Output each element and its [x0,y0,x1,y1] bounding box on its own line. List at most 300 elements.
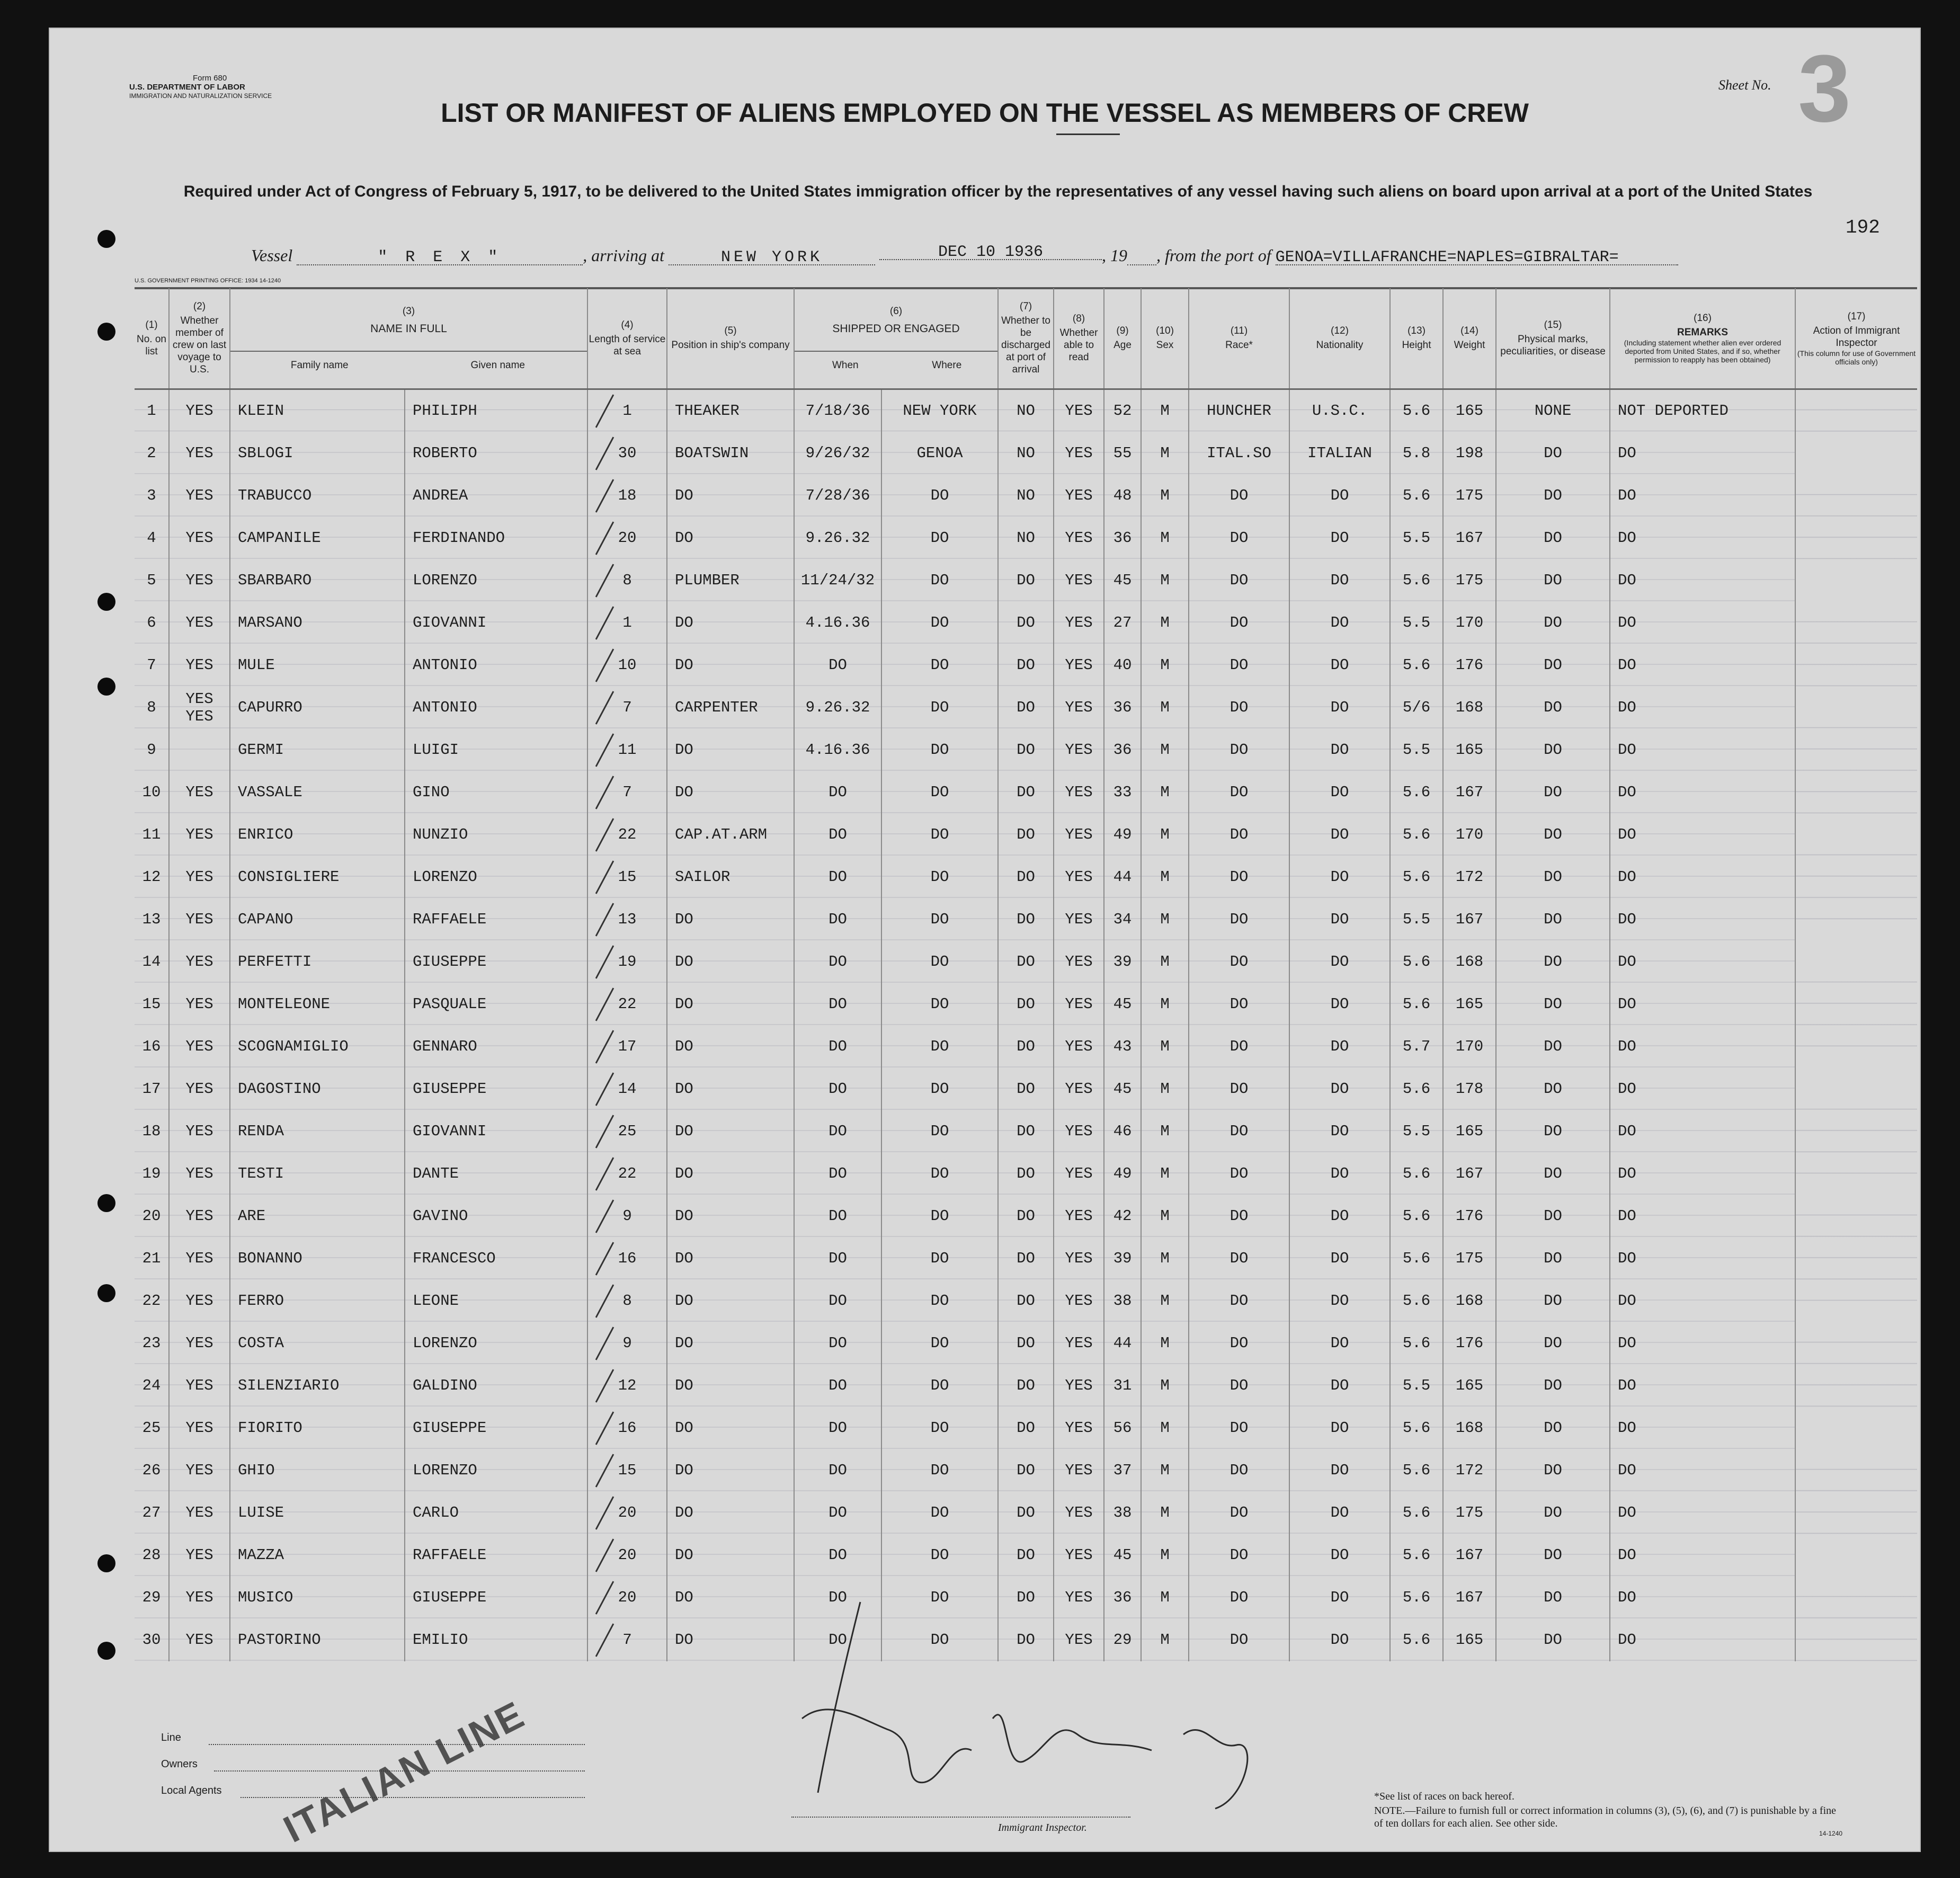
vessel-line [251,243,1678,266]
able-to-read-cell: YES [1054,771,1104,814]
height-cell: 5.6 [1390,475,1443,517]
inspector-action-cell [1795,389,1917,432]
weight-cell: 167 [1443,898,1496,941]
height-cell: 5.5 [1390,602,1443,644]
race-cell: DO [1189,1449,1289,1492]
owners-label: Owners [161,1758,198,1770]
remarks-cell: DO [1610,1026,1795,1068]
physical-marks-cell: DO [1496,771,1610,814]
length-service-cell: 20 [587,1577,667,1619]
shipped-when-cell: 7/28/36 [794,475,881,517]
able-to-read-cell: YES [1054,1238,1104,1280]
inspector-action-cell [1795,1407,1917,1449]
weight-cell: 165 [1443,1365,1496,1407]
position-cell: DO [667,1492,794,1534]
position-cell: CAP.AT.ARM [667,814,794,856]
shipped-where-cell: DO [881,559,998,602]
discharged-cell: NO [998,475,1054,517]
sex-cell: M [1141,1577,1189,1619]
position-cell: DO [667,1068,794,1110]
inspector-action-cell [1795,1492,1917,1534]
race-cell: DO [1189,1238,1289,1280]
inspector-action-cell [1795,517,1917,559]
family-name-cell: ARE [230,1195,405,1238]
shipped-where-cell: DO [881,1449,998,1492]
given-name-cell: GIOVANNI [405,602,587,644]
col-where: Where [932,359,962,371]
shipped-when-cell: DO [794,1195,881,1238]
age-cell: 34 [1104,898,1141,941]
weight-cell: 172 [1443,1449,1496,1492]
nationality-cell: DO [1289,517,1390,559]
physical-marks-cell: DO [1496,432,1610,475]
given-name-cell: EMILIO [405,1619,587,1661]
row-number-cell: 4 [135,517,169,559]
physical-marks-cell: DO [1496,1195,1610,1238]
shipped-when-cell: DO [794,1534,881,1577]
shipped-when-cell: 9.26.32 [794,687,881,729]
age-cell: 46 [1104,1110,1141,1153]
physical-marks-cell: DO [1496,517,1610,559]
length-service-cell: 7 [587,687,667,729]
remarks-cell: DO [1610,644,1795,687]
shipped-when-cell: 9.26.32 [794,517,881,559]
family-name-cell: VASSALE [230,771,405,814]
physical-marks-cell: DO [1496,983,1610,1026]
physical-marks-cell: DO [1496,898,1610,941]
age-cell: 33 [1104,771,1141,814]
remarks-cell: DO [1610,856,1795,898]
race-cell: DO [1189,1577,1289,1619]
position-cell: DO [667,1534,794,1577]
able-to-read-cell: YES [1054,517,1104,559]
family-name-cell: CAMPANILE [230,517,405,559]
discharged-cell: DO [998,898,1054,941]
remarks-cell: DO [1610,1619,1795,1661]
punch-hole [97,230,115,248]
sex-cell: M [1141,432,1189,475]
sex-cell: M [1141,389,1189,432]
inspector-line [791,1817,1130,1818]
height-cell: 5.5 [1390,1365,1443,1407]
position-cell: BOATSWIN [667,432,794,475]
remarks-cell: DO [1610,1110,1795,1153]
age-cell: 45 [1104,1534,1141,1577]
race-cell: DO [1189,898,1289,941]
row-number-cell: 10 [135,771,169,814]
crew-last-voyage-cell: YES [169,644,230,687]
row-number-cell: 12 [135,856,169,898]
position-cell: PLUMBER [667,559,794,602]
crew-last-voyage-cell: YES [169,1068,230,1110]
row-number-cell: 30 [135,1619,169,1661]
inspector-action-cell [1795,475,1917,517]
family-name-cell: PASTORINO [230,1619,405,1661]
row-number-cell: 15 [135,983,169,1026]
crew-last-voyage-cell: YES [169,1322,230,1365]
row-number-cell: 22 [135,1280,169,1322]
able-to-read-cell: YES [1054,1365,1104,1407]
race-cell: DO [1189,1110,1289,1153]
crew-last-voyage-cell: YES [169,475,230,517]
length-service-cell: 7 [587,771,667,814]
length-service-cell: 9 [587,1322,667,1365]
table-row [135,941,1917,983]
nationality-cell: DO [1289,1322,1390,1365]
nationality-cell: DO [1289,1619,1390,1661]
table-row [135,1449,1917,1492]
col-nationality: (12) Nationality [1289,288,1390,389]
nationality-cell: DO [1289,856,1390,898]
given-name-cell: RAFFAELE [405,1534,587,1577]
able-to-read-cell: YES [1054,1534,1104,1577]
length-service-cell: 22 [587,1153,667,1195]
shipped-where-cell: GENOA [881,432,998,475]
table-row [135,1365,1917,1407]
sex-cell: M [1141,983,1189,1026]
weight-cell: 165 [1443,389,1496,432]
physical-marks-cell: DO [1496,602,1610,644]
height-cell: 5.6 [1390,389,1443,432]
table-row [135,1195,1917,1238]
table-row [135,1238,1917,1280]
inspector-action-cell [1795,1026,1917,1068]
form-number: Form 680 [193,74,227,83]
service-name: IMMIGRATION AND NATURALIZATION SERVICE [129,92,272,100]
table-row [135,814,1917,856]
family-name-cell: MAZZA [230,1534,405,1577]
discharged-cell: DO [998,1322,1054,1365]
family-name-cell: CAPURRO [230,687,405,729]
race-cell: DO [1189,1153,1289,1195]
able-to-read-cell: YES [1054,1195,1104,1238]
weight-cell: 165 [1443,1110,1496,1153]
length-service-cell: 20 [587,1492,667,1534]
given-name-cell: CARLO [405,1492,587,1534]
discharged-cell: DO [998,1238,1054,1280]
shipped-when-cell: DO [794,856,881,898]
shipped-when-cell: 9/26/32 [794,432,881,475]
position-cell: DO [667,1026,794,1068]
crew-last-voyage-cell: YES [169,1407,230,1449]
age-cell: 38 [1104,1280,1141,1322]
height-cell: 5.6 [1390,1153,1443,1195]
shipped-when-cell: DO [794,814,881,856]
check-mark-icon [595,860,614,894]
shipped-when-cell: DO [794,1407,881,1449]
length-service-cell: 14 [587,1068,667,1110]
discharged-cell: DO [998,1449,1054,1492]
physical-marks-cell: DO [1496,941,1610,983]
physical-marks-cell: DO [1496,1619,1610,1661]
punch-hole [97,1642,115,1660]
check-mark-icon [595,691,614,724]
family-name-cell: MARSANO [230,602,405,644]
weight-cell: 170 [1443,1026,1496,1068]
shipped-where-cell: DO [881,1534,998,1577]
check-mark-icon [595,1199,614,1233]
table-row [135,602,1917,644]
physical-marks-cell: DO [1496,814,1610,856]
given-name-cell: LORENZO [405,1322,587,1365]
crew-last-voyage-cell: YES [169,898,230,941]
position-cell: DO [667,1153,794,1195]
row-number-cell: 18 [135,1110,169,1153]
check-mark-icon [595,1030,614,1063]
shipped-where-cell: DO [881,898,998,941]
height-cell: 5.5 [1390,729,1443,771]
discharged-cell: DO [998,1492,1054,1534]
physical-marks-cell: DO [1496,1534,1610,1577]
nationality-cell: DO [1289,475,1390,517]
shipped-where-cell: DO [881,1026,998,1068]
weight-cell: 167 [1443,1577,1496,1619]
position-cell: SAILOR [667,856,794,898]
position-cell: DO [667,1577,794,1619]
length-service-cell: 22 [587,814,667,856]
shipped-when-cell: DO [794,941,881,983]
given-name-cell: GIOVANNI [405,1110,587,1153]
race-cell: DO [1189,983,1289,1026]
weight-cell: 165 [1443,983,1496,1026]
col-age: (9) Age [1104,288,1141,389]
length-service-cell: 8 [587,559,667,602]
shipped-when-cell: 4.16.36 [794,729,881,771]
family-name-cell: BONANNO [230,1238,405,1280]
family-name-cell: RENDA [230,1110,405,1153]
discharged-cell: DO [998,1153,1054,1195]
col-name: (3) NAME IN FULL Family name Given name [230,288,587,389]
sex-cell: M [1141,1280,1189,1322]
nationality-cell: DO [1289,898,1390,941]
weight-cell: 167 [1443,517,1496,559]
position-cell: DO [667,1365,794,1407]
able-to-read-cell: YES [1054,898,1104,941]
shipped-when-cell: DO [794,1153,881,1195]
shipped-when-cell: DO [794,983,881,1026]
discharged-cell: DO [998,1577,1054,1619]
weight-cell: 165 [1443,729,1496,771]
remarks-cell: DO [1610,941,1795,983]
family-name-cell: SBLOGI [230,432,405,475]
shipped-where-cell: DO [881,517,998,559]
inspector-action-cell [1795,898,1917,941]
punch-hole [97,323,115,341]
shipped-when-cell: DO [794,644,881,687]
punch-hole [97,1554,115,1572]
check-mark-icon [595,1581,614,1614]
position-cell: DO [667,517,794,559]
remarks-cell: DO [1610,559,1795,602]
able-to-read-cell: YES [1054,687,1104,729]
height-cell: 5.6 [1390,856,1443,898]
check-mark-icon [595,648,614,682]
sex-cell: M [1141,1238,1189,1280]
given-name-cell: NUNZIO [405,814,587,856]
able-to-read-cell: YES [1054,1110,1104,1153]
col-remarks: (16) REMARKS (Including statement whether alien ever ordered deported from United States, and if so, whether permission to reapply has been obtained) [1610,288,1795,389]
remarks-cell: DO [1610,432,1795,475]
weight-cell: 172 [1443,856,1496,898]
table-row [135,771,1917,814]
sex-cell: M [1141,1365,1189,1407]
age-cell: 37 [1104,1449,1141,1492]
family-name-cell: TESTI [230,1153,405,1195]
inspector-action-cell [1795,856,1917,898]
check-mark-icon [595,1623,614,1657]
table-row [135,517,1917,559]
row-number-cell: 19 [135,1153,169,1195]
crew-manifest-table [135,288,1917,1661]
remarks-cell: DO [1610,1577,1795,1619]
discharged-cell: DO [998,559,1054,602]
height-cell: 5.6 [1390,983,1443,1026]
row-number-cell: 1 [135,389,169,432]
height-cell: 5.5 [1390,898,1443,941]
weight-cell: 168 [1443,1280,1496,1322]
title-rule [1056,133,1120,135]
year-label: , 19 [1101,246,1127,265]
height-cell: 5.6 [1390,1492,1443,1534]
family-name-cell: SBARBARO [230,559,405,602]
punch-hole [97,593,115,611]
sex-cell: M [1141,1110,1189,1153]
shipped-where-cell: DO [881,941,998,983]
crew-last-voyage-cell: YES [169,1365,230,1407]
remarks-cell: DO [1610,1238,1795,1280]
table-row [135,1407,1917,1449]
sex-cell: M [1141,856,1189,898]
age-cell: 36 [1104,517,1141,559]
weight-cell: 165 [1443,1619,1496,1661]
given-name-cell: GIUSEPPE [405,941,587,983]
remarks-cell: DO [1610,1534,1795,1577]
crew-last-voyage-cell: YES [169,432,230,475]
physical-marks-cell: DO [1496,687,1610,729]
age-cell: 43 [1104,1026,1141,1068]
sex-cell: M [1141,1492,1189,1534]
shipped-where-cell: DO [881,1238,998,1280]
sex-cell: M [1141,644,1189,687]
line-label: Line [161,1732,181,1743]
col-discharged: (7) Whether to be discharged at port of arrival [998,288,1054,389]
length-service-cell: 19 [587,941,667,983]
shipped-when-cell: DO [794,1110,881,1153]
height-cell: 5.6 [1390,1068,1443,1110]
table-row [135,475,1917,517]
height-cell: 5.5 [1390,517,1443,559]
table-row [135,1153,1917,1195]
shipped-when-cell: DO [794,1068,881,1110]
given-name-cell: DANTE [405,1153,587,1195]
sex-cell: M [1141,1195,1189,1238]
nationality-cell: ITALIAN [1289,432,1390,475]
family-name-cell: PERFETTI [230,941,405,983]
position-cell: DO [667,941,794,983]
check-mark-icon [595,733,614,767]
height-cell: 5.6 [1390,644,1443,687]
inspector-action-cell [1795,1365,1917,1407]
physical-marks-cell: DO [1496,1365,1610,1407]
remarks-cell: DO [1610,602,1795,644]
inspector-action-cell [1795,1449,1917,1492]
nationality-cell: U.S.C. [1289,389,1390,432]
physical-marks-cell: DO [1496,1068,1610,1110]
nationality-cell: DO [1289,771,1390,814]
age-cell: 55 [1104,432,1141,475]
shipped-when-cell: DO [794,1619,881,1661]
physical-marks-cell: DO [1496,1449,1610,1492]
race-cell: DO [1189,475,1289,517]
race-cell: DO [1189,1026,1289,1068]
weight-cell: 175 [1443,1492,1496,1534]
weight-cell: 167 [1443,1153,1496,1195]
check-mark-icon [595,1538,614,1572]
height-cell: 5.6 [1390,1619,1443,1661]
able-to-read-cell: YES [1054,1026,1104,1068]
position-cell: DO [667,475,794,517]
discharged-cell: DO [998,814,1054,856]
crew-last-voyage-cell: YES [169,1492,230,1534]
discharged-cell: DO [998,1068,1054,1110]
race-cell: DO [1189,1365,1289,1407]
age-cell: 44 [1104,856,1141,898]
crew-last-voyage-cell: YES [169,1534,230,1577]
nationality-cell: DO [1289,559,1390,602]
shipped-where-cell: DO [881,856,998,898]
check-mark-icon [595,1115,614,1148]
nationality-cell: DO [1289,1492,1390,1534]
family-name-cell: SCOGNAMIGLIO [230,1026,405,1068]
crew-last-voyage-cell: YES [169,517,230,559]
check-mark-icon [595,1242,614,1275]
crew-last-voyage-cell: YES [169,389,230,432]
nationality-cell: DO [1289,1195,1390,1238]
crew-last-voyage-cell: YES [169,1195,230,1238]
remarks-cell: DO [1610,1492,1795,1534]
discharged-cell: DO [998,1026,1054,1068]
height-cell: 5/6 [1390,687,1443,729]
physical-marks-cell: DO [1496,1110,1610,1153]
physical-marks-cell: NONE [1496,389,1610,432]
shipped-when-cell: DO [794,771,881,814]
remarks-cell: DO [1610,1449,1795,1492]
arriving-label: , arriving at [583,246,664,265]
able-to-read-cell: YES [1054,1492,1104,1534]
able-to-read-cell: YES [1054,432,1104,475]
check-mark-icon [595,479,614,512]
race-cell: DO [1189,1195,1289,1238]
from-ports: GENOA=VILLAFRANCHE=NAPLES=GIBRALTAR= [1276,248,1678,265]
nationality-cell: DO [1289,1534,1390,1577]
race-cell: DO [1189,1619,1289,1661]
remarks-cell: DO [1610,687,1795,729]
weight-cell: 175 [1443,475,1496,517]
given-name-cell: GIUSEPPE [405,1407,587,1449]
given-name-cell: LORENZO [405,856,587,898]
age-cell: 45 [1104,1068,1141,1110]
discharged-cell: NO [998,517,1054,559]
position-cell: DO [667,1110,794,1153]
length-service-cell: 7 [587,1619,667,1661]
table-row [135,983,1917,1026]
check-mark-icon [595,945,614,978]
remarks-cell: DO [1610,729,1795,771]
position-cell: DO [667,1449,794,1492]
discharged-cell: DO [998,729,1054,771]
col-sex: (10) Sex [1141,288,1189,389]
remarks-cell: DO [1610,898,1795,941]
